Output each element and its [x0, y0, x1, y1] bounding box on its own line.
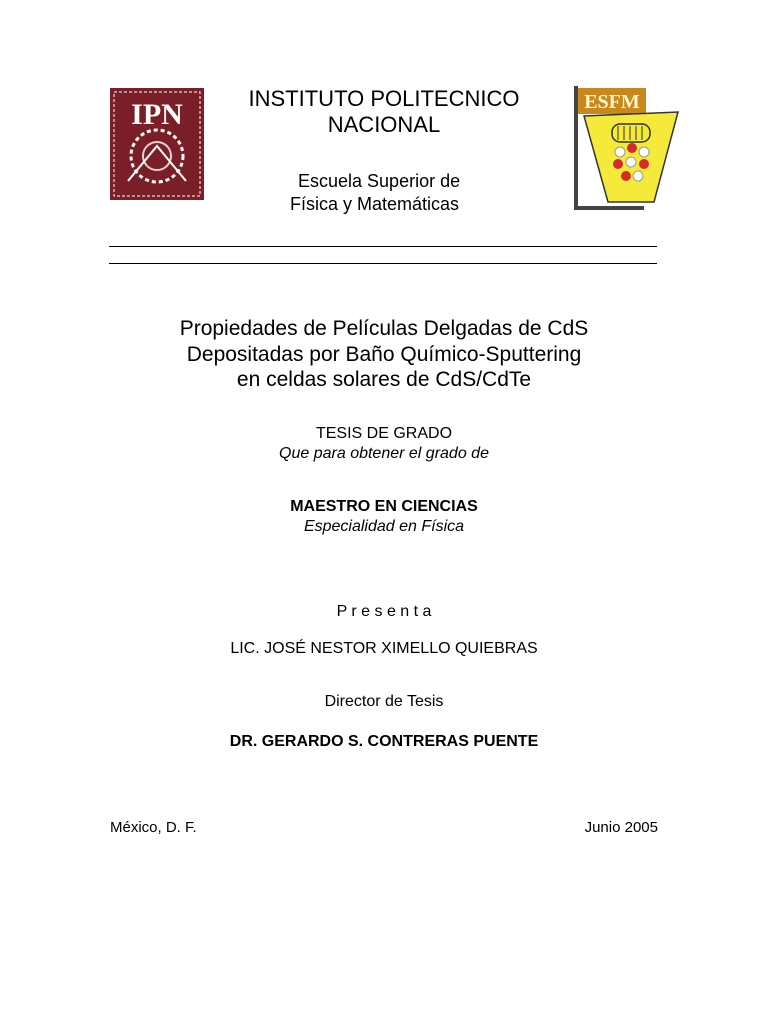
- degree-specialty: Especialidad en Física: [303, 518, 465, 535]
- esfm-logo-lettering: ESFM: [584, 91, 640, 113]
- thesis-kind: TESIS DE GRADO: [315, 425, 453, 442]
- thesis-title-line1: Propiedades de Películas Delgadas de CdS: [179, 317, 589, 340]
- school-name-line1: Escuela Superior de: [298, 171, 461, 191]
- director-name: DR. GERARDO S. CONTRERAS PUENTE: [229, 733, 539, 750]
- footer-place: México, D. F.: [110, 819, 197, 836]
- header-divider-top: [109, 246, 657, 247]
- director-label: Director de Tesis: [324, 693, 444, 710]
- presenter-name: LIC. JOSÉ NESTOR XIMELLO QUIEBRAS: [230, 640, 538, 657]
- degree-purpose: Que para obtener el grado de: [279, 445, 489, 462]
- institution-name-line2: NACIONAL: [327, 112, 441, 137]
- esfm-logo: [572, 84, 684, 212]
- thesis-title-line2: Depositadas por Baño Químico-Sputtering: [186, 343, 582, 366]
- header-divider-bottom: [109, 263, 657, 264]
- school-name-line2: Física y Matemáticas: [290, 194, 460, 214]
- thesis-title-line3: en celdas solares de CdS/CdTe: [236, 368, 532, 391]
- presenter-label: P r e s e n t a: [336, 603, 432, 620]
- footer-date: Junio 2005: [584, 819, 658, 836]
- esfm-shield-icon: [572, 84, 684, 212]
- ipn-logo-lettering: IPN: [131, 98, 183, 131]
- degree-name: MAESTRO EN CIENCIAS: [290, 498, 478, 515]
- institution-name-line1: INSTITUTO POLITECNICO: [248, 86, 520, 111]
